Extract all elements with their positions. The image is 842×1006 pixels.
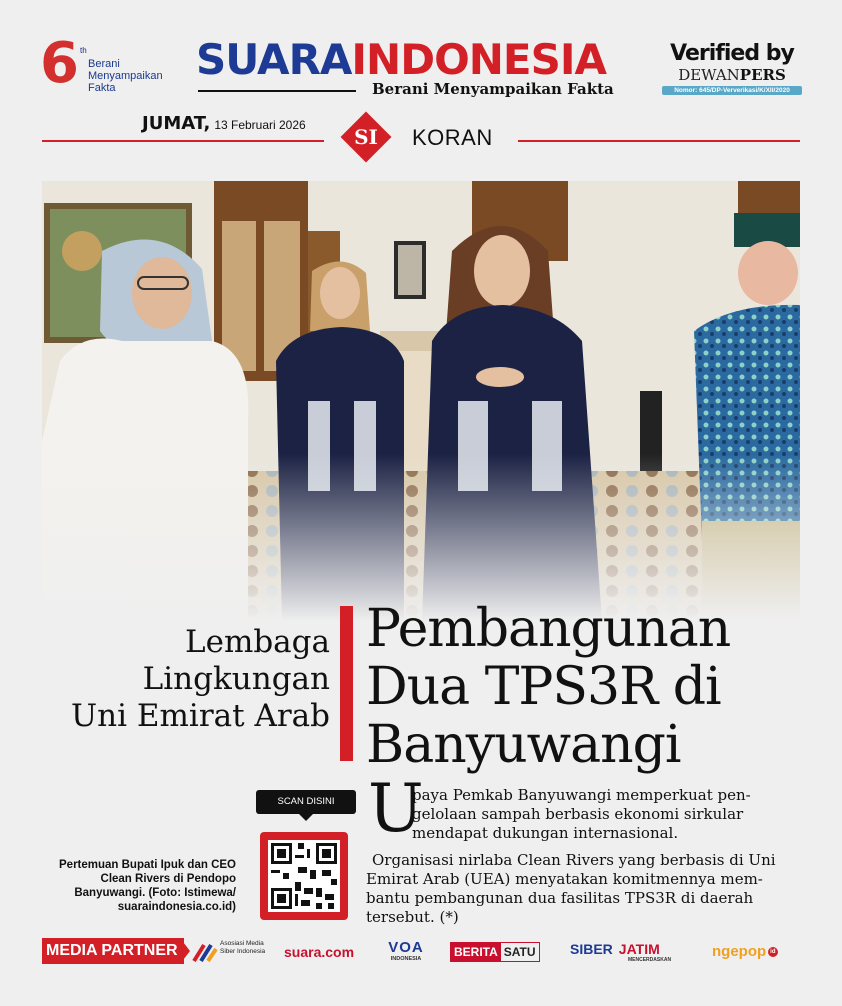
verified-title: Verified by [670,41,794,66]
article-photo [42,181,800,621]
divider-right [518,140,800,142]
anniversary-badge [40,31,190,102]
qr-code[interactable] [260,832,348,920]
article-paragraph: Organisasi nirlaba Clean Rivers yang berbasis di Uni Emirat Arab (UEA) menyatakan komitmennya mem-bantu pembangunan dua fasilitas TPS3R di daerah tersebut. (*) [366,851,776,926]
anniversary-tagline: Berani Menyampaikan Fakta [88,58,163,94]
article-kicker: Lembaga Lingkungan Uni Emirat Arab [71,624,330,734]
article-body [366,786,776,927]
brand-underline [198,90,356,92]
photo-caption: Pertemuan Bupati Ipuk dan CEO Clean Rivers di Pendopo Banyuwangi. (Foto: Istimewa/ suaraindonesia.co.id) [59,859,236,913]
scan-label-pointer [298,813,314,821]
headline-accent-bar [340,606,353,761]
dewan-pers-label: DEWANPERS [678,66,786,84]
scan-button[interactable]: SCAN DISINI [256,790,356,814]
divider-left [42,140,324,142]
amsi-icon [192,941,218,963]
si-logo [342,113,390,161]
partner-siberjatim-logo: SIBER JATIM MENCERDASKAN [570,941,672,963]
article-headline: Pembangunan Dua TPS3R di Banyuwangi [366,599,731,775]
brand-logo [196,36,646,96]
brand-slogan: Berani Menyampaikan Fakta [372,80,614,98]
partner-beritasatu-logo: BERITA SATU [450,942,540,962]
partner-suara-logo: suara.com [284,944,355,960]
issue-day: JUMAT, [142,113,211,134]
media-partner-label: MEDIA PARTNER [42,938,184,964]
partner-voa-logo: VOA INDONESIA [388,939,424,962]
article-paragraph: paya Pemkab Banyuwangi memperkuat pen-gelolaan sampah berbasis ekonomi sirkular mendapat dukungan internasional. [412,786,751,842]
si-logo-text: SI [354,125,378,149]
partner-amsi-logo: Asosiasi Media Siber Indonesia [192,940,274,964]
anniversary-number: 6 [40,31,79,96]
qr-code-icon [268,840,340,912]
partner-ngepop-logo: ngepop id [712,943,776,960]
section-name: KORAN [412,125,493,150]
issue-date-text: 13 Februari 2026 [214,118,306,132]
brand-title: SUARAINDONESIA [196,35,606,84]
drop-cap: U [368,770,424,847]
issue-date [142,113,306,134]
anniversary-suffix: th [80,46,87,55]
verified-badge [662,42,802,102]
media-partner-arrow [180,938,190,964]
verification-number: Nomor: 645/DP-Ververikasi/K/XII/2020 [662,86,802,95]
